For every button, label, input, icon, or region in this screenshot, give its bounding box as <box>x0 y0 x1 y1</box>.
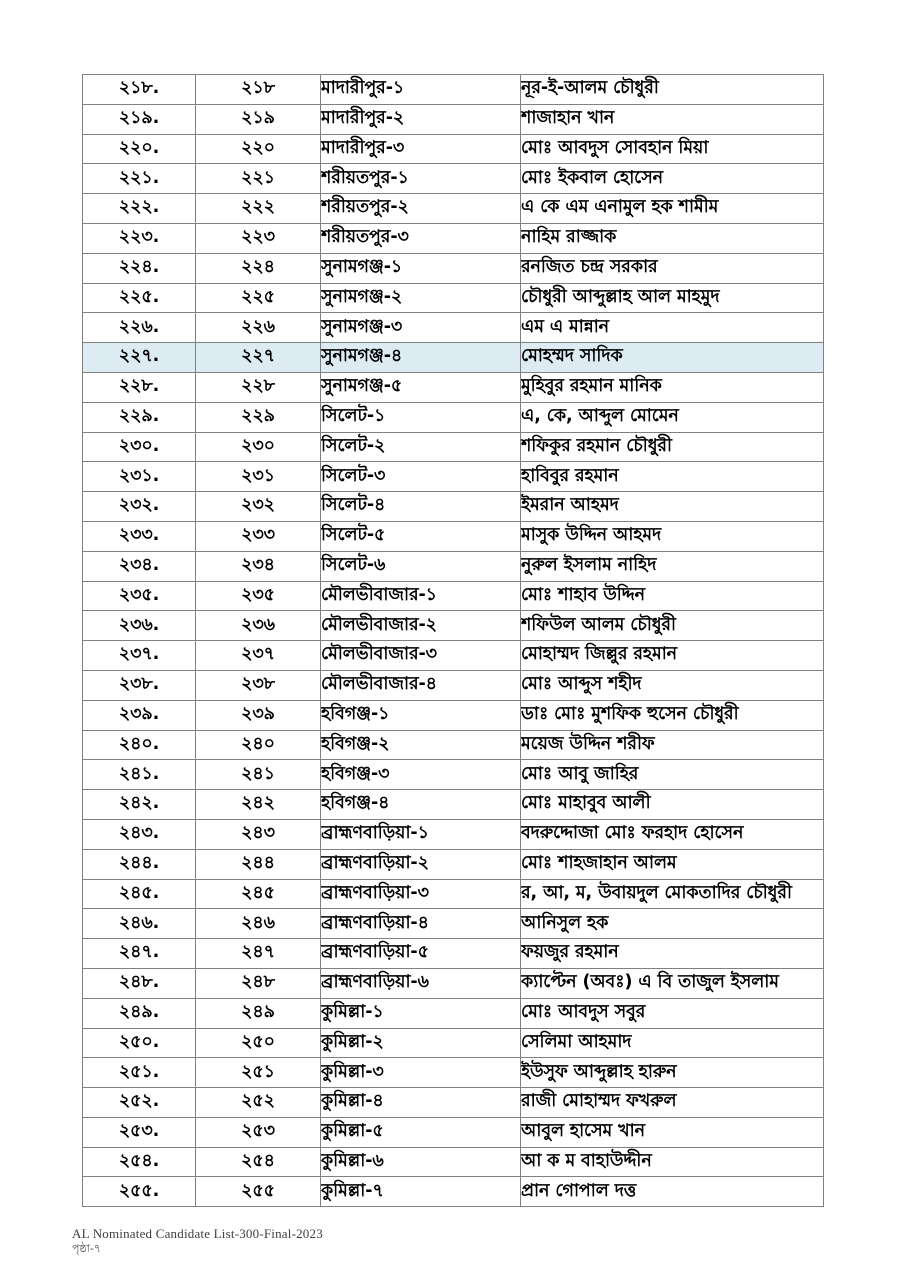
table-row <box>83 1088 824 1118</box>
cell-serial-number: ২৪৩. <box>83 819 196 849</box>
cell-constituency-name: ব্রাহ্মণবাড়িয়া-৫ <box>321 939 521 969</box>
cell-constituency-name: মৌলভীবাজার-৩ <box>321 641 521 671</box>
table-row <box>83 283 824 313</box>
cell-constituency-number: ২১৯ <box>196 104 321 134</box>
cell-candidate-name: শফিকুর রহমান চৌধুরী <box>521 432 824 462</box>
cell-constituency-number: ২৪৯ <box>196 998 321 1028</box>
cell-serial-number: ২৪১. <box>83 760 196 790</box>
cell-constituency-number: ২৩০ <box>196 432 321 462</box>
cell-serial-number: ২৫৫. <box>83 1177 196 1207</box>
cell-serial-number: ২৩১. <box>83 462 196 492</box>
cell-candidate-name: মোঃ ইকবাল হোসেন <box>521 164 824 194</box>
cell-candidate-name: মোহাম্মদ জিল্লুর রহমান <box>521 641 824 671</box>
cell-candidate-name: আ ক ম বাহাউদ্দীন <box>521 1147 824 1177</box>
table-row <box>83 313 824 343</box>
cell-serial-number: ২৩৬. <box>83 611 196 641</box>
cell-candidate-name: রাজী মোহাম্মদ ফখরুল <box>521 1088 824 1118</box>
cell-constituency-number: ২৪১ <box>196 760 321 790</box>
table-row <box>83 194 824 224</box>
cell-constituency-name: ব্রাহ্মণবাড়িয়া-৬ <box>321 968 521 998</box>
table-row <box>83 492 824 522</box>
cell-constituency-name: ব্রাহ্মণবাড়িয়া-৪ <box>321 909 521 939</box>
cell-serial-number: ২৩০. <box>83 432 196 462</box>
table-row <box>83 879 824 909</box>
cell-constituency-number: ২২৬ <box>196 313 321 343</box>
cell-constituency-name: সুনামগঞ্জ-২ <box>321 283 521 313</box>
cell-serial-number: ২৪২. <box>83 790 196 820</box>
table-row <box>83 1147 824 1177</box>
cell-candidate-name: নাহিম রাজ্জাক <box>521 223 824 253</box>
cell-constituency-name: সিলেট-৪ <box>321 492 521 522</box>
cell-constituency-name: কুমিল্লা-৭ <box>321 1177 521 1207</box>
cell-constituency-number: ২৫১ <box>196 1058 321 1088</box>
cell-constituency-number: ২৪৫ <box>196 879 321 909</box>
cell-candidate-name: ইমরান আহমদ <box>521 492 824 522</box>
cell-constituency-name: কুমিল্লা-২ <box>321 1028 521 1058</box>
cell-serial-number: ২২১. <box>83 164 196 194</box>
cell-serial-number: ২৩৭. <box>83 641 196 671</box>
cell-constituency-number: ২৩৬ <box>196 611 321 641</box>
cell-candidate-name: শফিউল আলম চৌধুরী <box>521 611 824 641</box>
table-row <box>83 968 824 998</box>
cell-constituency-number: ২৫২ <box>196 1088 321 1118</box>
cell-constituency-number: ২১৮ <box>196 75 321 105</box>
cell-candidate-name: নুরুল ইসলাম নাহিদ <box>521 551 824 581</box>
cell-constituency-number: ২৩৮ <box>196 670 321 700</box>
cell-candidate-name: মোহম্মদ সাদিক <box>521 343 824 373</box>
cell-serial-number: ২২৯. <box>83 402 196 432</box>
cell-constituency-name: মাদারীপুর-১ <box>321 75 521 105</box>
cell-candidate-name: মোঃ শাহজাহান আলম <box>521 849 824 879</box>
cell-candidate-name: বদরুদ্দোজা মোঃ ফরহাদ হোসেন <box>521 819 824 849</box>
cell-constituency-name: হবিগঞ্জ-৩ <box>321 760 521 790</box>
cell-constituency-name: শরীয়তপুর-১ <box>321 164 521 194</box>
cell-candidate-name: মোঃ আবু জাহির <box>521 760 824 790</box>
cell-constituency-number: ২৫৫ <box>196 1177 321 1207</box>
table-row <box>83 134 824 164</box>
table-row <box>83 164 824 194</box>
cell-candidate-name: র, আ, ম, উবায়দুল মোকতাদির চৌধুরী <box>521 879 824 909</box>
cell-serial-number: ২২৬. <box>83 313 196 343</box>
table-row <box>83 730 824 760</box>
cell-serial-number: ২৩২. <box>83 492 196 522</box>
cell-constituency-name: কুমিল্লা-৫ <box>321 1117 521 1147</box>
cell-constituency-name: মৌলভীবাজার-১ <box>321 581 521 611</box>
cell-constituency-number: ২৪৭ <box>196 939 321 969</box>
cell-constituency-name: কুমিল্লা-৩ <box>321 1058 521 1088</box>
cell-candidate-name: ক্যাপ্টেন (অবঃ) এ বি তাজুল ইসলাম <box>521 968 824 998</box>
cell-constituency-number: ২৩১ <box>196 462 321 492</box>
cell-constituency-name: ব্রাহ্মণবাড়িয়া-১ <box>321 819 521 849</box>
table-row <box>83 343 824 373</box>
cell-candidate-name: মোঃ আব্দুস শহীদ <box>521 670 824 700</box>
cell-constituency-number: ২২০ <box>196 134 321 164</box>
cell-serial-number: ২৪৮. <box>83 968 196 998</box>
table-row <box>83 223 824 253</box>
cell-constituency-name: সিলেট-৩ <box>321 462 521 492</box>
table-row <box>83 611 824 641</box>
cell-constituency-number: ২৪৬ <box>196 909 321 939</box>
cell-candidate-name: এম এ মান্নান <box>521 313 824 343</box>
cell-constituency-name: মৌলভীবাজার-৪ <box>321 670 521 700</box>
cell-constituency-name: হবিগঞ্জ-১ <box>321 700 521 730</box>
cell-constituency-name: কুমিল্লা-১ <box>321 998 521 1028</box>
cell-candidate-name: চৌধুরী আব্দুল্লাহ আল মাহমুদ <box>521 283 824 313</box>
table-row <box>83 372 824 402</box>
cell-candidate-name: এ, কে, আব্দুল মোমেন <box>521 402 824 432</box>
table-row <box>83 849 824 879</box>
cell-serial-number: ২২৪. <box>83 253 196 283</box>
cell-constituency-number: ২৫০ <box>196 1028 321 1058</box>
cell-candidate-name: হাবিবুর রহমান <box>521 462 824 492</box>
table-row <box>83 521 824 551</box>
cell-candidate-name: রনজিত চন্দ্র সরকার <box>521 253 824 283</box>
cell-candidate-name: এ কে এম এনামুল হক শামীম <box>521 194 824 224</box>
table-body <box>83 75 824 1207</box>
cell-constituency-number: ২২৯ <box>196 402 321 432</box>
cell-serial-number: ২৫৪. <box>83 1147 196 1177</box>
cell-constituency-number: ২৫৪ <box>196 1147 321 1177</box>
cell-serial-number: ২৫০. <box>83 1028 196 1058</box>
cell-constituency-number: ২৪২ <box>196 790 321 820</box>
cell-constituency-number: ২২৩ <box>196 223 321 253</box>
cell-constituency-number: ২২৭ <box>196 343 321 373</box>
cell-serial-number: ২১৯. <box>83 104 196 134</box>
cell-constituency-name: কুমিল্লা-৬ <box>321 1147 521 1177</box>
cell-constituency-number: ২৪৩ <box>196 819 321 849</box>
cell-constituency-name: শরীয়তপুর-২ <box>321 194 521 224</box>
table-row <box>83 700 824 730</box>
cell-constituency-name: সুনামগঞ্জ-৪ <box>321 343 521 373</box>
cell-candidate-name: সেলিমা আহমাদ <box>521 1028 824 1058</box>
cell-constituency-name: সিলেট-৫ <box>321 521 521 551</box>
cell-serial-number: ২২২. <box>83 194 196 224</box>
table-row <box>83 790 824 820</box>
table-row <box>83 1117 824 1147</box>
cell-constituency-name: ব্রাহ্মণবাড়িয়া-৩ <box>321 879 521 909</box>
cell-serial-number: ২৩৯. <box>83 700 196 730</box>
footer-page-number: পৃষ্ঠা-৭ <box>72 1242 101 1256</box>
table-row <box>83 1058 824 1088</box>
cell-constituency-number: ২২২ <box>196 194 321 224</box>
cell-constituency-number: ২৩৪ <box>196 551 321 581</box>
cell-candidate-name: মোঃ আবদুস সোবহান মিয়া <box>521 134 824 164</box>
candidate-list-table <box>82 74 824 1207</box>
cell-constituency-name: হবিগঞ্জ-৪ <box>321 790 521 820</box>
cell-serial-number: ২৪৫. <box>83 879 196 909</box>
cell-serial-number: ২৩৫. <box>83 581 196 611</box>
cell-serial-number: ২৫২. <box>83 1088 196 1118</box>
cell-constituency-name: সিলেট-৬ <box>321 551 521 581</box>
cell-candidate-name: নূর-ই-আলম চৌধুরী <box>521 75 824 105</box>
table-row <box>83 432 824 462</box>
cell-constituency-name: শরীয়তপুর-৩ <box>321 223 521 253</box>
cell-candidate-name: ডাঃ মোঃ মুশফিক হুসেন চৌধুরী <box>521 700 824 730</box>
table-row <box>83 551 824 581</box>
cell-serial-number: ২৩৪. <box>83 551 196 581</box>
cell-constituency-number: ২২৪ <box>196 253 321 283</box>
table-row <box>83 909 824 939</box>
cell-candidate-name: আনিসুল হক <box>521 909 824 939</box>
table-row <box>83 819 824 849</box>
table-row <box>83 581 824 611</box>
table-row <box>83 402 824 432</box>
cell-constituency-name: সুনামগঞ্জ-৩ <box>321 313 521 343</box>
page-footer <box>72 1226 572 1256</box>
table-row <box>83 462 824 492</box>
cell-constituency-name: কুমিল্লা-৪ <box>321 1088 521 1118</box>
cell-candidate-name: মোঃ মাহাবুব আলী <box>521 790 824 820</box>
cell-candidate-name: ইউসুফ আব্দুল্লাহ হারুন <box>521 1058 824 1088</box>
cell-constituency-name: হবিগঞ্জ-২ <box>321 730 521 760</box>
cell-constituency-number: ২৪০ <box>196 730 321 760</box>
cell-constituency-number: ২৩৯ <box>196 700 321 730</box>
cell-serial-number: ২২৫. <box>83 283 196 313</box>
cell-constituency-number: ২৫৩ <box>196 1117 321 1147</box>
cell-constituency-name: মাদারীপুর-৩ <box>321 134 521 164</box>
cell-constituency-number: ২৩২ <box>196 492 321 522</box>
cell-constituency-number: ২২৮ <box>196 372 321 402</box>
cell-serial-number: ২৪৪. <box>83 849 196 879</box>
cell-candidate-name: ময়েজ উদ্দিন শরীফ <box>521 730 824 760</box>
table-row <box>83 670 824 700</box>
cell-constituency-name: সুনামগঞ্জ-১ <box>321 253 521 283</box>
cell-candidate-name: প্রান গোপাল দত্ত <box>521 1177 824 1207</box>
cell-serial-number: ২২৮. <box>83 372 196 402</box>
cell-candidate-name: আবুল হাসেম খান <box>521 1117 824 1147</box>
cell-constituency-name: সুনামগঞ্জ-৫ <box>321 372 521 402</box>
cell-constituency-number: ২৩৭ <box>196 641 321 671</box>
cell-serial-number: ২১৮. <box>83 75 196 105</box>
table-row <box>83 75 824 105</box>
table-row <box>83 641 824 671</box>
cell-constituency-name: ব্রাহ্মণবাড়িয়া-২ <box>321 849 521 879</box>
cell-serial-number: ২৪০. <box>83 730 196 760</box>
cell-candidate-name: মুহিবুর রহমান মানিক <box>521 372 824 402</box>
cell-constituency-number: ২২১ <box>196 164 321 194</box>
cell-serial-number: ২২০. <box>83 134 196 164</box>
cell-constituency-name: সিলেট-২ <box>321 432 521 462</box>
cell-constituency-number: ২৩৫ <box>196 581 321 611</box>
table-row <box>83 253 824 283</box>
cell-serial-number: ২৩৩. <box>83 521 196 551</box>
cell-constituency-number: ২৪৪ <box>196 849 321 879</box>
footer-document-title: AL Nominated Candidate List-300-Final-2023 <box>72 1226 323 1241</box>
table-row <box>83 998 824 1028</box>
cell-serial-number: ২৪৭. <box>83 939 196 969</box>
cell-constituency-name: সিলেট-১ <box>321 402 521 432</box>
cell-constituency-number: ২৩৩ <box>196 521 321 551</box>
cell-candidate-name: মাসুক উদ্দিন আহমদ <box>521 521 824 551</box>
table-row <box>83 1177 824 1207</box>
cell-serial-number: ২৫৩. <box>83 1117 196 1147</box>
cell-candidate-name: ফয়জুর রহমান <box>521 939 824 969</box>
cell-candidate-name: মোঃ আবদুস সবুর <box>521 998 824 1028</box>
cell-candidate-name: মোঃ শাহাব উদ্দিন <box>521 581 824 611</box>
cell-serial-number: ২২৭. <box>83 343 196 373</box>
table-row <box>83 939 824 969</box>
cell-serial-number: ২২৩. <box>83 223 196 253</box>
cell-serial-number: ২৪৯. <box>83 998 196 1028</box>
cell-constituency-name: মৌলভীবাজার-২ <box>321 611 521 641</box>
cell-constituency-number: ২৪৮ <box>196 968 321 998</box>
cell-serial-number: ২৪৬. <box>83 909 196 939</box>
table-row <box>83 760 824 790</box>
table-row <box>83 1028 824 1058</box>
cell-constituency-number: ২২৫ <box>196 283 321 313</box>
table-row <box>83 104 824 134</box>
cell-serial-number: ২৫১. <box>83 1058 196 1088</box>
cell-candidate-name: শাজাহান খান <box>521 104 824 134</box>
cell-serial-number: ২৩৮. <box>83 670 196 700</box>
cell-constituency-name: মাদারীপুর-২ <box>321 104 521 134</box>
